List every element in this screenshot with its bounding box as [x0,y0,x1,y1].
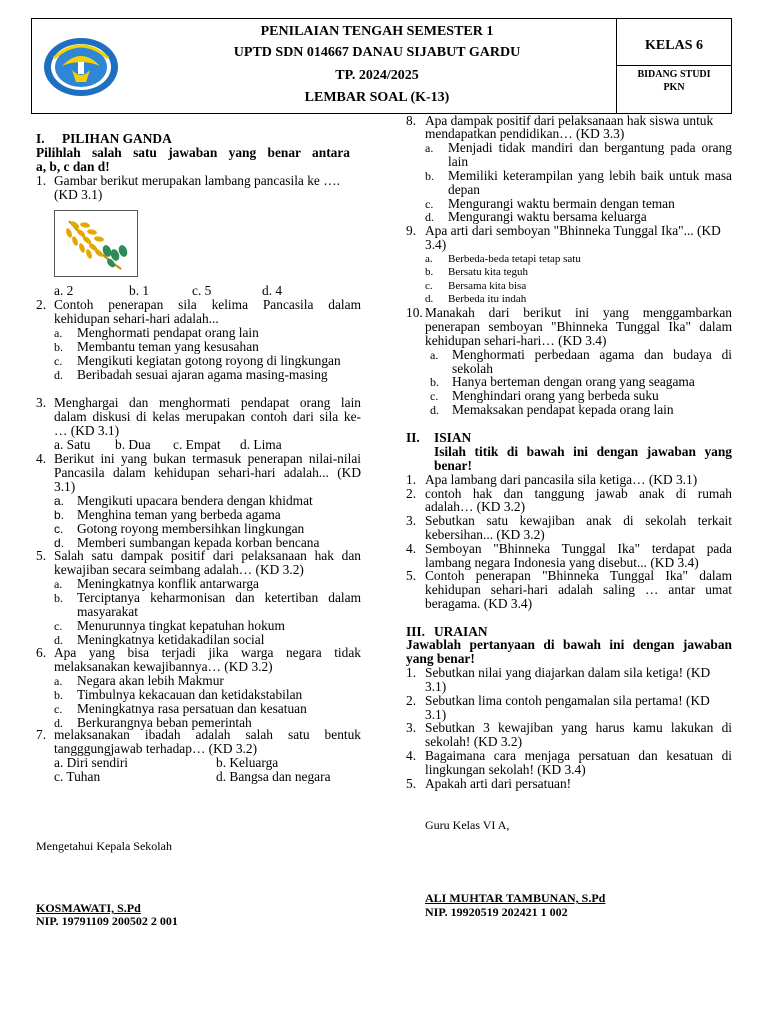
header-divider [616,65,731,66]
question-text: Bagaimana cara menjaga persatuan dan kesatuan di [425,748,732,763]
option-letter: c. [54,354,63,368]
question-number: 10. [406,305,423,320]
option-text: depan [448,182,480,197]
question-number: 3. [406,720,417,735]
section-title: PILIHAN GANDA [62,131,172,146]
question-text: 3.1) [425,679,447,694]
section-title: URAIAN [434,624,488,639]
header-year: TP. 2024/2025 [335,68,419,83]
question-text: Manakah dari berikut ini yang menggambarkan [425,305,732,320]
header-sheet: LEMBAR SOAL (K-13) [304,90,450,105]
question-text: beragama. (KD 3.4) [425,596,533,611]
option-letter: d. [54,716,63,730]
question-text: Sebutkan 3 kewajiban yang harus kamu lakukan di [425,720,732,735]
question-text: lambang negara Indonesia yang disebut... (KD 3.4) [425,555,699,570]
option-text: Meningkatnya konflik antarwarga [77,576,259,591]
option-text: Berkurangnya beban pemerintah [77,715,252,730]
question-text: Sebutkan nilai yang diajarkan dalam sila ketiga! (KD [425,665,711,680]
option: c. Empat [173,437,221,452]
option: d. 4 [262,283,283,298]
rice-icon [55,211,137,276]
question-text: lingkungan sekolah! (KD 3.4) [425,762,586,777]
question-text: sekolah! (KD 3.2) [425,734,523,749]
option-letter: b. [54,688,63,702]
question-text: penerapan semboyan "Bhinneka Tunggal Ika" dalam [425,319,732,334]
option-text: Menghindari orang yang berbeda suku [452,388,659,403]
question-number: 5. [406,776,417,791]
subject-name: PKN [663,82,685,93]
option-text: Hanya berteman dengan orang yang seagama [452,374,695,389]
option-text: Membantu teman yang kesusahan [77,339,259,354]
option-text: Berbeda-beda tetapi tetap satu [448,253,581,265]
question-text: Menghargai dan menghormati pendapat orang lain [54,395,361,410]
signature-nip: NIP. 19920519 202421 1 002 [425,905,568,919]
header-box [31,18,732,114]
padi-kapas-image [54,210,138,277]
option-letter: a. [54,674,63,688]
option-text: Memaksakan pendapat kepada orang lain [452,402,674,417]
question-text: adalah… (KD 3.2) [425,499,526,514]
instruction: Isilah titik di bawah ini dengan jawaban yang [434,444,732,459]
option-text: Menjadi tidak mandiri dan bergantung pada orang [448,140,732,155]
signature-name: KOSMAWATI, S.Pd [36,901,141,915]
option-text: Meningkatnya rasa persatuan dan kesatuan [77,701,307,716]
question-text: Contoh penerapan sila kelima Pancasila dalam [54,297,361,312]
question-text: dalam diskusi di kelas merupakan contoh dari sila ke- [54,409,361,424]
question-number: 9. [406,223,417,238]
option-text: Menghormati pendapat orang lain [77,325,259,340]
option-letter: c. [425,197,434,211]
school-logo [42,36,120,98]
option: d. Lima [240,437,282,452]
question-number: 5. [406,568,417,583]
question-number: 5. [36,548,47,563]
option-letter: a. [54,326,63,340]
signature-label: Guru Kelas VI A, [425,818,510,832]
question-text: Salah satu dampak positif dari pelaksanaan hak dan [54,548,361,563]
question-text: kewajiban secara seimbang adalah… (KD 3.2) [54,562,304,577]
option-text: Terciptanya keharmonisan dan ketertiban dalam [77,590,361,605]
question-number: 1. [406,665,417,680]
option-letter: d. [54,368,63,382]
question-text: Berikut ini yang bukan termasuk penerapan nilai-nilai [54,451,361,466]
question-text: 3.4) [425,237,447,252]
question-number: 7. [36,727,47,742]
option-letter: c. [430,389,439,403]
question-text: Semboyan "Bhinneka Tunggal Ika" terdapat pada [425,541,732,556]
option-text: Menurunnya tingkat kepatuhan hokum [77,618,285,633]
option-letter: b. [425,266,434,278]
section-number: I. [36,131,45,146]
question-number: 3. [36,395,47,410]
question-text: Sebutkan satu kewajiban anak di sekolah terkait [425,513,732,528]
question-number: 2. [406,693,417,708]
question-number: 2. [406,486,417,501]
option-letter: c. [54,702,63,716]
option-text: Gotong royong membersihkan lingkungan [77,521,305,536]
question-number: 1. [406,472,417,487]
option: a. 2 [54,283,74,298]
option-letter: b. [54,591,63,605]
option-letter: d. [425,210,434,224]
option: a. Diri sendiri [54,755,129,770]
option-letter: d. [54,536,65,550]
option-letter: c. [54,522,64,536]
option-text: Mengikuti upacara bendera dengan khidmat [77,493,313,508]
signature-label: Mengetahui Kepala Sekolah [36,839,172,853]
question-text: kehidupan sehari-hari… (KD 3.4) [425,333,607,348]
option-text: Memberi sumbangan kepada korban bencana [77,535,320,550]
option-text: Menghina teman yang berbeda agama [77,507,281,522]
instruction: benar! [434,458,472,473]
option-text: Mengurangi waktu bermain dengan teman [448,196,675,211]
option-text: Berbeda itu indah [448,293,527,305]
option-letter: d. [54,633,63,647]
instruction: Jawablah pertanyaan di bawah ini dengan jawaban [406,637,732,652]
option-letter: a. [430,348,439,362]
question-number: 4. [36,451,47,466]
option-letter: a. [425,141,434,155]
question-text: 3.1) [425,707,447,722]
section-number: II. [406,430,420,445]
option-text: Bersama kita bisa [448,280,527,292]
option-letter: a. [54,577,63,591]
option-letter: a. [54,494,65,508]
question-number: 2. [36,297,47,312]
question-text: kehidupan sehari-hari adalah saling … antar umat [425,582,732,597]
question-text: Gambar berikut merupakan lambang pancasila ke …. [54,173,340,188]
question-text: Apa lambang dari pancasila sila ketiga… (KD 3.1) [425,472,698,487]
question-text: kehidupan sehari-hari adalah... [54,311,219,326]
option: b. Dua [115,437,151,452]
option: d. Bangsa dan negara [216,769,331,784]
question-number: 8. [406,113,417,128]
question-text: Apa yang bisa terjadi jika warga negara tidak [54,645,361,660]
option-letter: b. [54,340,63,354]
option-text: lain [448,154,469,169]
option-text: Mengikuti kegiatan gotong royong di lingkungan [77,353,341,368]
question-number: 6. [36,645,47,660]
question-text: Pancasila dalam kehidupan sehari-hari adalah... (KD [54,465,361,480]
option-text: Beribadah sesuai ajaran agama masing-masing [77,367,328,382]
signature-name: ALI MUHTAR TAMBUNAN, S.Pd [425,891,606,905]
question-text: Sebutkan lima contoh pengamalan sila pertama! (KD [425,693,710,708]
question-text: tangggungjawab terhadap… (KD 3.2) [54,741,258,756]
option: c. Tuhan [54,769,101,784]
option-letter: b. [430,375,439,389]
option: a. Satu [54,437,91,452]
option-text: Memiliki keterampilan yang lebih baik untuk masa [448,168,732,183]
question-number: 3. [406,513,417,528]
question-number: 4. [406,541,417,556]
section-title: ISIAN [434,430,472,445]
subject-label: BIDANG STUDI [637,69,711,80]
option-text: Mengurangi waktu bersama keluarga [448,209,647,224]
option-letter: c. [425,280,433,292]
question-text: Apa arti dari semboyan "Bhinneka Tunggal Ika"... (KD [425,223,721,238]
section-number: III. [406,624,425,639]
option-text: Menghormati perbedaan agama dan budaya di [452,347,732,362]
option-letter: a. [425,253,433,265]
option-letter: b. [54,508,65,522]
header-title: PENILAIAN TENGAH SEMESTER 1 [260,24,494,39]
question-text: Apakah arti dari persatuan! [425,776,572,791]
option: c. 5 [192,283,212,298]
option-text: Meningkatnya ketidakadilan social [77,632,265,647]
header-school: UPTD SDN 014667 DANAU SIJABUT GARDU [233,45,521,60]
instruction: yang benar! [406,651,475,666]
header-divider [616,19,617,113]
question-text: (KD 3.1) [54,187,103,202]
question-text: melaksanakan ibadah adalah salah satu bentuk [54,727,361,742]
question-text: contoh hak dan tanggung jawab anak di rumah [425,486,732,501]
option-text: sekolah [452,361,493,376]
question-number: 1. [36,173,47,188]
option: b. 1 [129,283,150,298]
question-text: Apa dampak positif dari pelaksanaan hak siswa untuk [425,113,714,128]
signature-nip: NIP. 19791109 200502 2 001 [36,914,178,928]
option-text: Negara akan lebih Makmur [77,673,224,688]
question-number: 4. [406,748,417,763]
question-text: mendapatkan pendidikan… (KD 3.3) [425,126,625,141]
question-text: … (KD 3.1) [54,423,120,438]
option-text: Bersatu kita teguh [448,266,529,278]
question-text: 3.1) [54,479,76,494]
option-letter: c. [54,619,63,633]
question-text: Contoh penerapan "Bhinneka Tunggal Ika" dalam [425,568,732,583]
instruction: a, b, c dan d! [36,159,110,174]
option-text: masyarakat [77,604,138,619]
question-text: melaksanakan kewajibannya… (KD 3.2) [54,659,273,674]
option-text: Timbulnya kekacauan dan ketidakstabilan [77,687,303,702]
question-text: kebersihan... (KD 3.2) [425,527,545,542]
option: b. Keluarga [216,755,279,770]
instruction: Pilihlah salah satu jawaban yang benar antara [36,145,350,160]
class-label: KELAS 6 [645,38,703,53]
option-letter: d. [430,403,439,417]
option-letter: d. [425,293,434,305]
option-letter: b. [425,169,434,183]
